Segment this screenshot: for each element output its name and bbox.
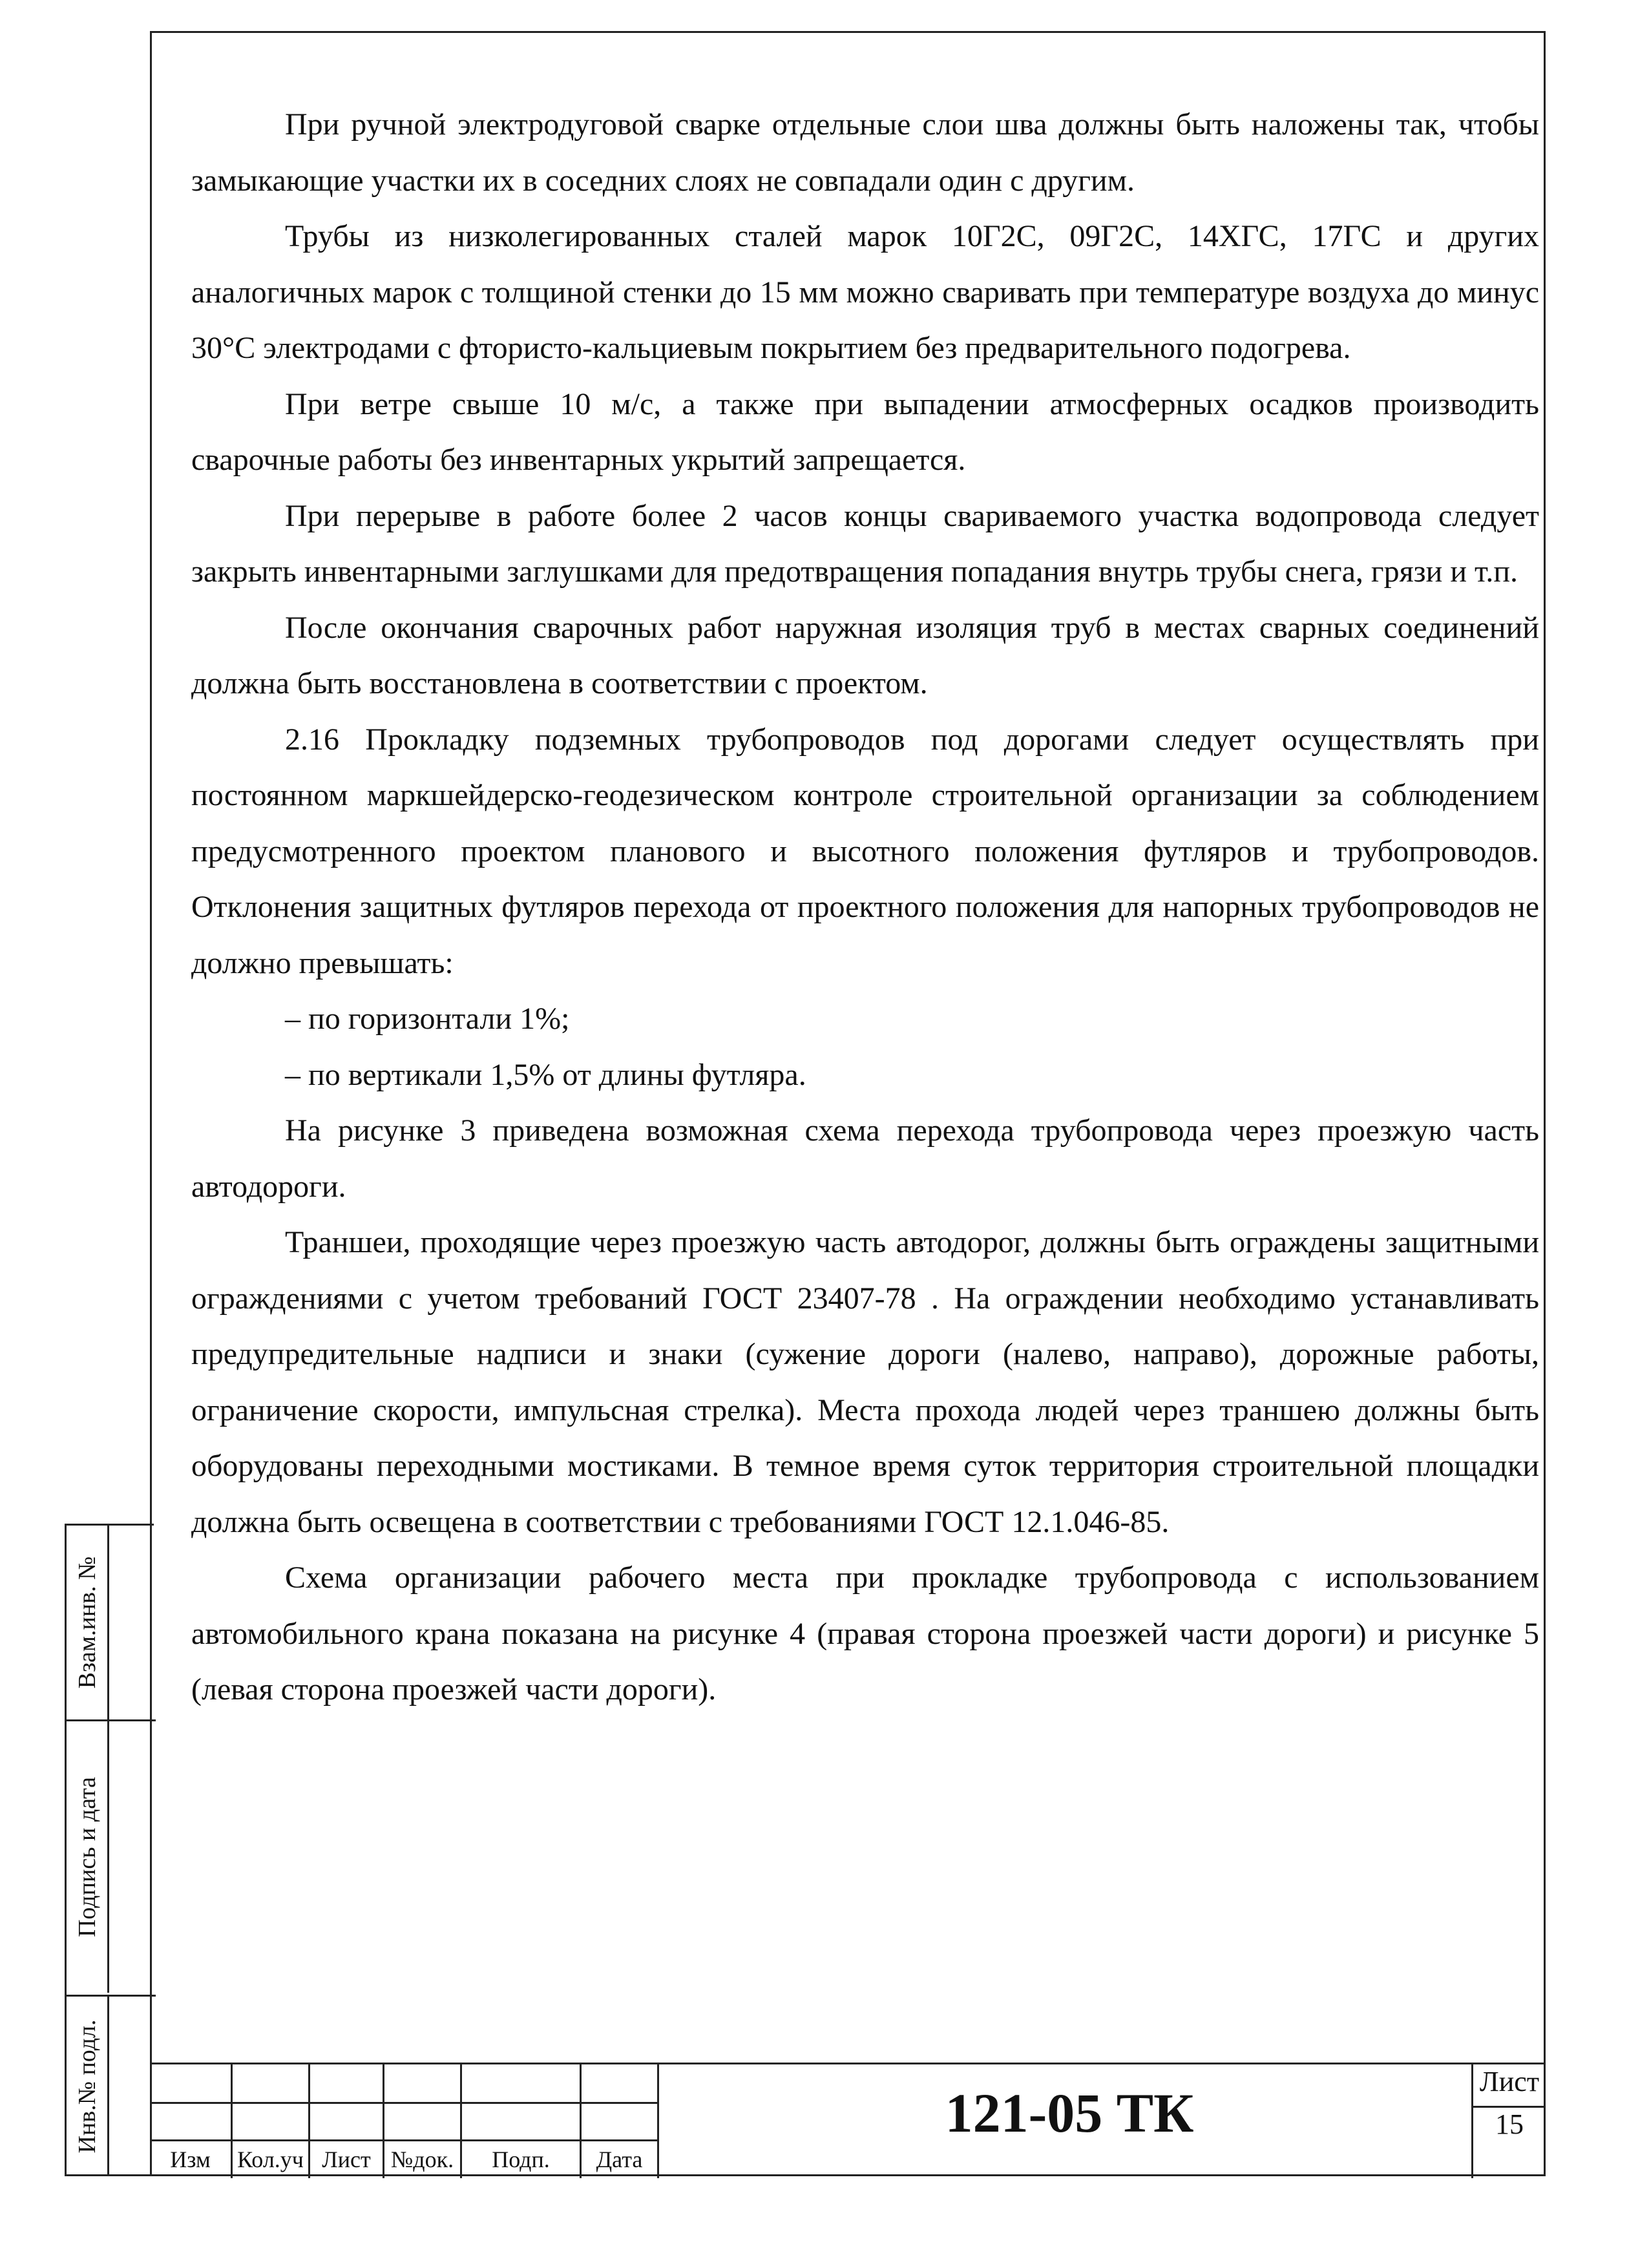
paragraph: При перерыве в работе более 2 часов концы свариваемого участка водопровода следует закрыть инвентарными заглушками для предотвращения попадания внутрь трубы снега, грязи и т.п. — [191, 498, 1539, 589]
sheet-label: Лист — [1479, 2066, 1540, 2097]
stamp-cell-inventory — [67, 1997, 156, 2176]
col-header: Подп. — [492, 2147, 550, 2172]
stamp-label: Подпись и дата — [73, 1776, 101, 1938]
stamp-cell-replacement — [67, 1526, 156, 1719]
stamp-label: Взам.инв. № — [73, 1556, 101, 1689]
paragraph: Трубы из низколегированных сталей марок 10Г2С, 09Г2С, 14ХГС, 17ГС и других аналогичных марок с толщиной стенки до 15 мм можно сваривать при температуре воздуха до минус 30°С электродами с фтористо-кальциевым покрытием без предварительного подогрева. — [191, 219, 1539, 365]
stamp-label: Инв.№ подл. — [73, 2019, 101, 2154]
paragraph: При ручной электродуговой сварке отдельные слои шва должны быть наложены так, чтобы замыкающие участки их в соседних слоях не совпадали один с другим. — [191, 107, 1539, 198]
col-header: Дата — [596, 2147, 643, 2172]
col-header: №док. — [390, 2147, 454, 2172]
paragraph: Схема организации рабочего места при прокладке трубопровода с использованием автомобильного крана показана на рисунке 4 (правая сторона проезжей части дороги) и рисунке 5 (левая сторона проезжей части дороги). — [191, 1560, 1539, 1706]
sheet-number: 15 — [1495, 2108, 1524, 2140]
paragraph: При ветре свыше 10 м/с, а также при выпадении атмосферных осадков производить сварочные работы без инвентарных укрытий запрещается. — [191, 386, 1539, 477]
col-header: Лист — [322, 2147, 371, 2172]
paragraph: После окончания сварочных работ наружная изоляция труб в местах сварных соединений должна быть восстановлена в соответствии с проектом. — [191, 610, 1539, 700]
paragraph: На рисунке 3 приведена возможная схема перехода трубопровода через проезжую часть автодороги. — [191, 1113, 1539, 1204]
col-header: Изм — [170, 2147, 211, 2172]
paragraph: 2.16 Прокладку подземных трубопроводов под дорогами следует осуществлять при постоянном маркшейдерско-геодезическом контроле строительной организации за соблюдением предусмотренного проектом планового и высотного положения футляров и трубопроводов. Отклонения защитных футляров перехода от проектного положения для напорных трубопроводов не должно превышать: — [191, 722, 1539, 980]
document-code: 121-05 ТК — [945, 2082, 1194, 2144]
list-item: – по горизонтали 1%; — [285, 1002, 570, 1036]
document-body — [191, 97, 1539, 1718]
col-header: Кол.уч — [237, 2147, 304, 2172]
paragraph: Траншеи, проходящие через проезжую часть автодорог, должны быть ограждены защитными ограждениями с учетом требований ГОСТ 23407-78 . На ограждении необходимо устанавливать предупредительные надписи и знаки (сужение дороги (налево, направо), дорожные работы, ограничение скорости, импульсная стрелка). Места прохода людей через траншею должны быть оборудованы переходными мостиками. В темное время суток территория строительной площадки должна быть освещена в соответствии с требованиями ГОСТ 12.1.046-85. — [191, 1225, 1539, 1539]
list-item: – по вертикали 1,5% от длины футляра. — [285, 1057, 806, 1092]
stamp-cell-signature — [67, 1721, 156, 1993]
margin-stamp — [65, 1524, 154, 2176]
